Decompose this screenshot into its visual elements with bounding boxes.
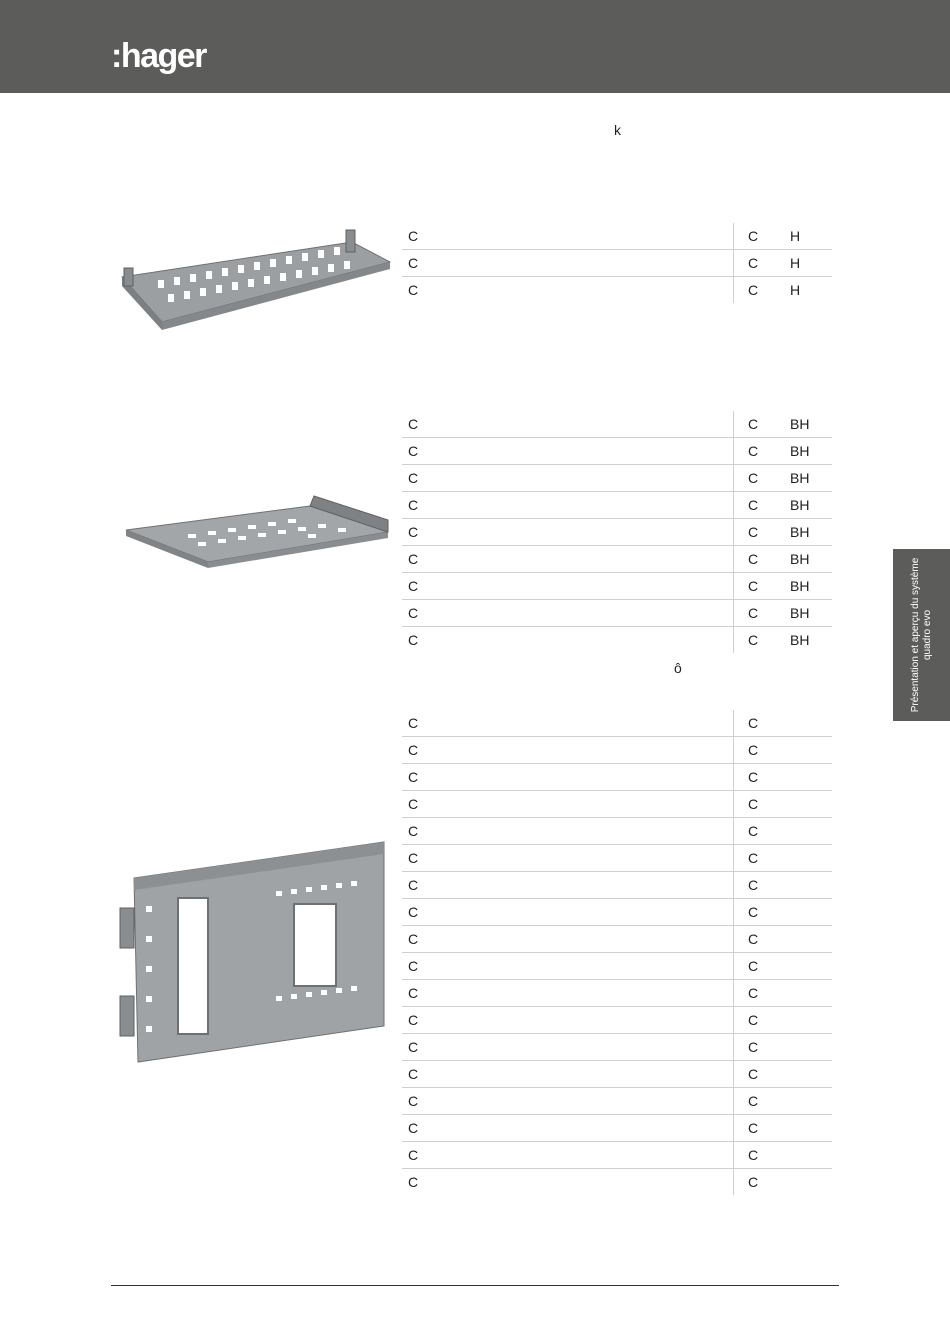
table-row: C C xyxy=(402,953,832,980)
table-row: C C BH xyxy=(402,411,832,438)
table-row: C C xyxy=(402,1169,832,1196)
table-row: C C xyxy=(402,710,832,737)
table-row: C C BH xyxy=(402,519,832,546)
table-row: C C xyxy=(402,1115,832,1142)
page-mark-mid: ô xyxy=(674,660,682,676)
table-row: C C H xyxy=(402,250,832,277)
table-row: C C xyxy=(402,899,832,926)
table-row: C C xyxy=(402,791,832,818)
table-row: C C xyxy=(402,1088,832,1115)
table-row: C C xyxy=(402,764,832,791)
mounting-plate-image xyxy=(116,836,392,1066)
mounting-shelf-image xyxy=(118,490,396,575)
table-row: C C BH xyxy=(402,492,832,519)
table-row: C C BH xyxy=(402,465,832,492)
table-row: C C xyxy=(402,845,832,872)
table-row: C C H xyxy=(402,277,832,304)
perforated-shelf-image xyxy=(112,222,397,337)
table-row: C C BH xyxy=(402,600,832,627)
table-row: C C BH xyxy=(402,627,832,654)
section-side-tab[interactable] xyxy=(893,549,950,721)
table-row: C C BH xyxy=(402,546,832,573)
product-table-3 xyxy=(402,710,832,1195)
table-row: C C xyxy=(402,980,832,1007)
table-row: C C xyxy=(402,1061,832,1088)
table-row: C C xyxy=(402,1007,832,1034)
product-table-2 xyxy=(402,411,832,653)
page-header xyxy=(0,0,950,93)
product-table-1 xyxy=(402,223,832,303)
table-row: C C xyxy=(402,737,832,764)
table-row: C C xyxy=(402,872,832,899)
side-tab-label: Présentation et aperçu du système quadro evo xyxy=(909,557,933,713)
table-row: C C xyxy=(402,1142,832,1169)
brand-logo: :hager xyxy=(111,37,206,75)
table-row: C C BH xyxy=(402,438,832,465)
table-row: C C xyxy=(402,818,832,845)
table-row: C C H xyxy=(402,223,832,250)
table-row: C C xyxy=(402,1034,832,1061)
table-row: C C xyxy=(402,926,832,953)
footer-divider xyxy=(111,1285,839,1286)
page-mark-top: k xyxy=(614,122,621,138)
table-row: C C BH xyxy=(402,573,832,600)
